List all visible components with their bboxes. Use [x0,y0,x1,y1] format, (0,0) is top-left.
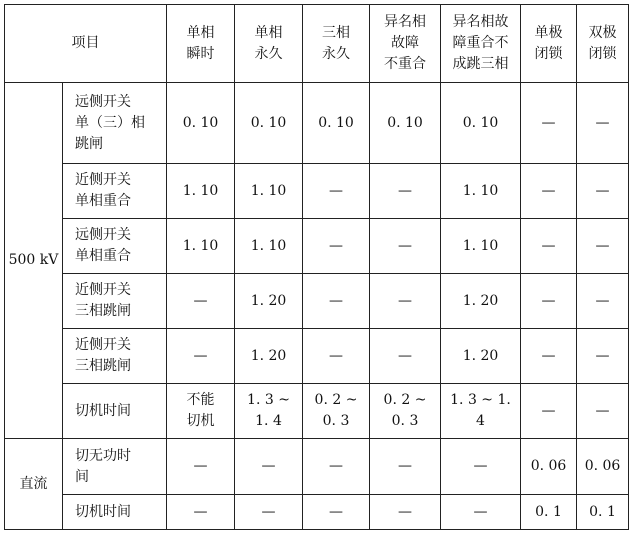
table-cell: — [577,384,629,439]
table-cell: — [521,274,577,329]
table-cell: — [577,164,629,219]
row-label: 切机时间 [63,495,167,530]
table-cell: — [167,439,235,495]
table-cell: 0. 1 [577,495,629,530]
table-cell: — [370,495,441,530]
table-cell: — [577,329,629,384]
table-row [5,439,629,495]
table-cell: — [521,329,577,384]
table-cell: — [441,439,521,495]
table-cell: — [303,274,370,329]
table-cell: 0. 10 [370,83,441,164]
table-cell: 0. 06 [521,439,577,495]
table-cell: 0. 1 [521,495,577,530]
table-row [5,495,629,530]
parameter-table [4,4,629,530]
column-header: 三相 永久 [303,5,370,83]
table-cell: 1. 10 [441,164,521,219]
table-cell: 0. 10 [441,83,521,164]
table-cell: — [521,219,577,274]
table-cell: — [235,495,303,530]
table-cell: 0. 10 [167,83,235,164]
table-cell: 1. 20 [441,274,521,329]
group-label: 直流 [5,439,63,530]
row-label: 近侧开关 三相跳闸 [63,329,167,384]
table-cell: — [521,384,577,439]
table-cell: 1. 10 [235,219,303,274]
table-cell: — [370,219,441,274]
table-cell: — [521,83,577,164]
table-cell: — [167,495,235,530]
table-cell: — [167,329,235,384]
column-header: 单相 永久 [235,5,303,83]
item-header: 项目 [5,5,167,83]
table-cell: — [303,439,370,495]
table-cell: 1. 3 ~ 1. 4 [235,384,303,439]
table-cell: — [370,164,441,219]
table-cell: 0. 10 [235,83,303,164]
table-cell: 0. 2 ~ 0. 3 [303,384,370,439]
table-cell: — [303,219,370,274]
table-cell: — [167,274,235,329]
row-label: 近侧开关 单相重合 [63,164,167,219]
table-cell: — [303,164,370,219]
table-cell: 1. 10 [235,164,303,219]
table-cell: — [370,329,441,384]
row-label: 远侧开关 单（三）相 跳闸 [63,83,167,164]
table-cell: — [441,495,521,530]
table-cell: — [303,329,370,384]
row-label: 近侧开关 三相跳闸 [63,274,167,329]
table-cell: 0. 10 [303,83,370,164]
row-label: 远侧开关 单相重合 [63,219,167,274]
table-cell: 0. 2 ~ 0. 3 [370,384,441,439]
table-row [5,274,629,329]
table-cell: 1. 10 [167,164,235,219]
table-cell: — [235,439,303,495]
table-row [5,384,629,439]
group-label: 500 kV [5,83,63,439]
table-cell: 不能 切机 [167,384,235,439]
table-row [5,164,629,219]
table-cell: — [577,83,629,164]
table-cell: 1. 20 [235,329,303,384]
table-cell: 1. 20 [441,329,521,384]
column-header: 异名相故 障重合不 成跳三相 [441,5,521,83]
column-header: 单相 瞬时 [167,5,235,83]
column-header: 双极 闭锁 [577,5,629,83]
table-cell: — [303,495,370,530]
column-header: 异名相 故障 不重合 [370,5,441,83]
table-row [5,83,629,164]
table-cell: 0. 06 [577,439,629,495]
row-label: 切无功时 间 [63,439,167,495]
table-row [5,219,629,274]
table-cell: 1. 20 [235,274,303,329]
table-cell: 1. 10 [167,219,235,274]
table-cell: — [370,439,441,495]
table-cell: 1. 10 [441,219,521,274]
table-cell: — [577,219,629,274]
row-label: 切机时间 [63,384,167,439]
table-cell: — [577,274,629,329]
table-row [5,329,629,384]
column-header: 单极 闭锁 [521,5,577,83]
table-cell: — [521,164,577,219]
table-cell: 1. 3 ~ 1. 4 [441,384,521,439]
table-cell: — [370,274,441,329]
header-row [5,5,629,83]
